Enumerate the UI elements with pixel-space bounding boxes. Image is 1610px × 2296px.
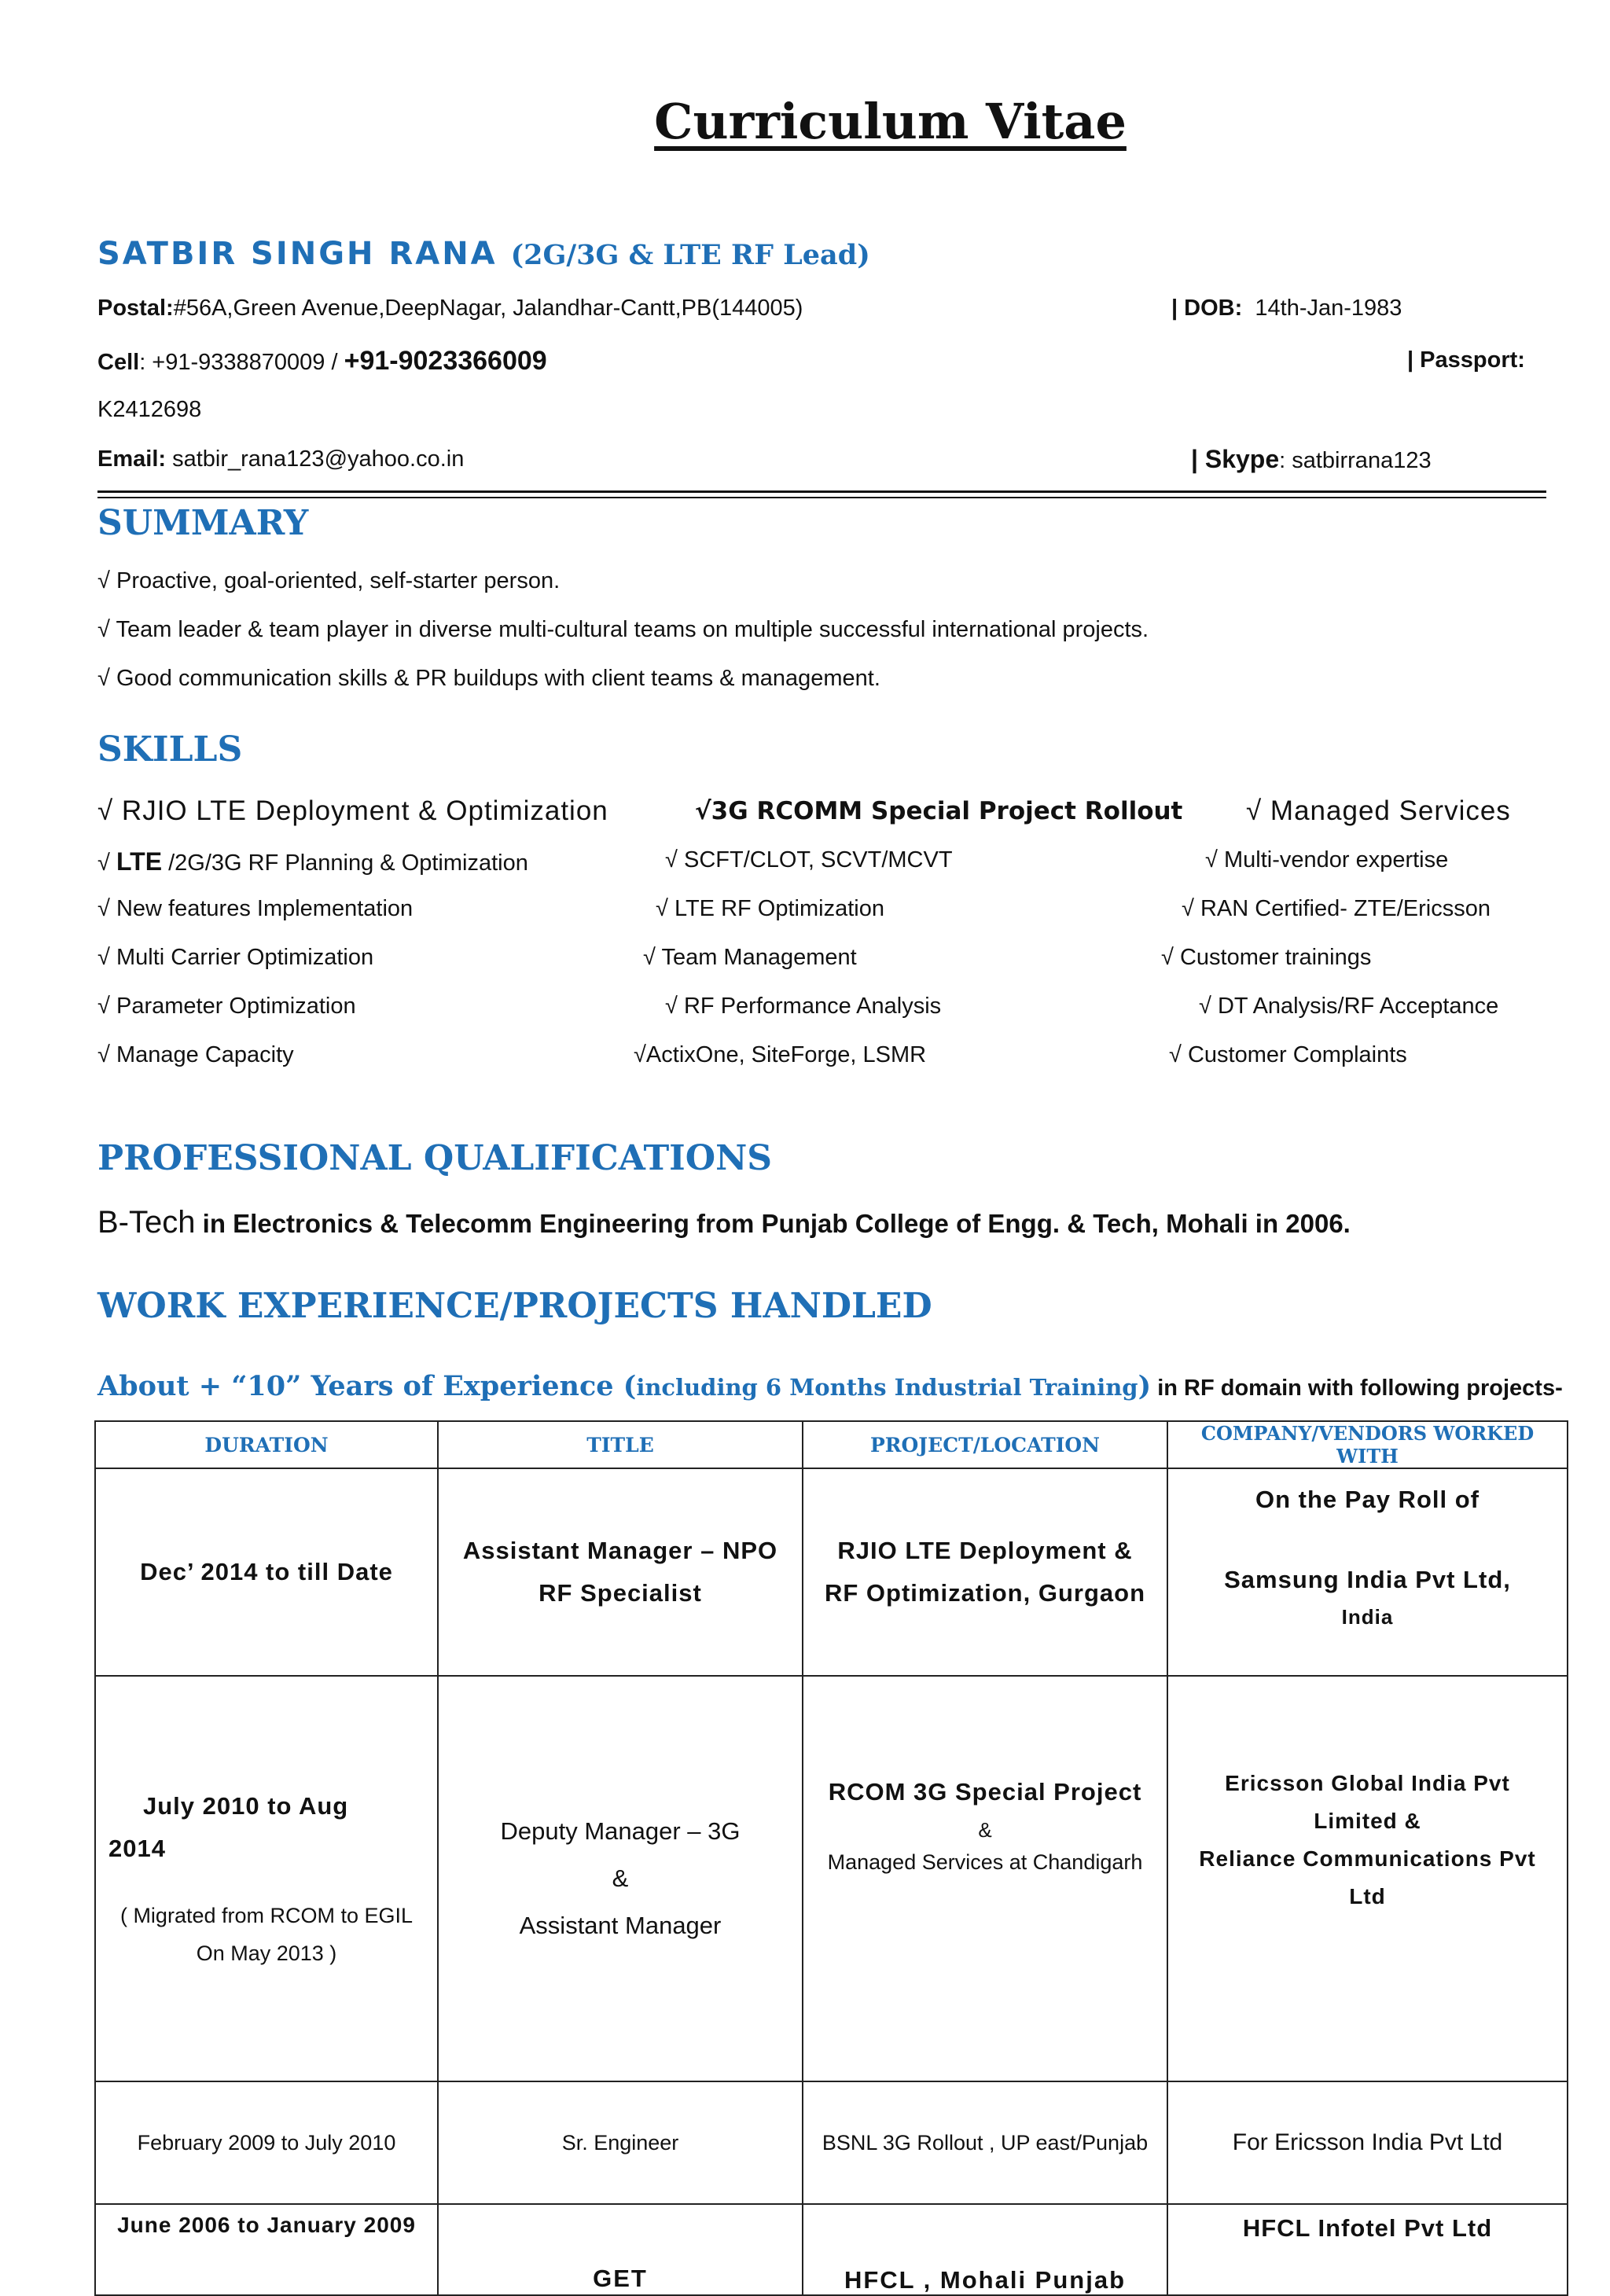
cell-value-1: : +91-9338870009 / — [139, 350, 344, 375]
skill-rjio-lte: √ RJIO LTE Deployment & Optimization — [97, 795, 608, 826]
work-intro-b: including 6 Months Industrial Training — [636, 1374, 1138, 1401]
work-intro-c: ) — [1138, 1370, 1152, 1402]
summary-item: √ Good communication skills & PR buildups with client teams & management. — [97, 666, 880, 691]
qualification-detail: in Electronics & Telecomm Engineering from Punjab College of Engg. & Tech, Mohali in 2006. — [195, 1209, 1351, 1238]
row3-title: Sr. Engineer — [438, 2081, 803, 2204]
cell-line — [97, 346, 547, 377]
row1-title — [438, 1468, 803, 1676]
row2-duration-note2: On May 2013 ) — [196, 1941, 337, 1965]
row1-company-line1: On the Pay Roll of — [1255, 1486, 1480, 1513]
qualification-degree: B-Tech — [97, 1205, 196, 1240]
summary-item: √ Team leader & team player in diverse multi-cultural teams on multiple successful international projects. — [97, 617, 1149, 642]
dob-label: | DOB: — [1171, 296, 1243, 321]
skill-customer-trainings: √ Customer trainings — [1161, 945, 1372, 970]
skype-value: : satbirrana123 — [1279, 448, 1432, 473]
row2-title-line3: Assistant Manager — [519, 1912, 722, 1939]
column-header-title: TITLE — [438, 1421, 803, 1468]
postal-label: Postal: — [97, 296, 174, 321]
row4-duration: June 2006 to January 2009 — [95, 2204, 438, 2295]
candidate-name: SATBIR SINGH RANA — [97, 236, 498, 272]
skype-label: | Skype — [1191, 445, 1280, 473]
row2-title-line1: Deputy Manager – 3G — [500, 1817, 741, 1845]
row1-title-line2: RF Specialist — [539, 1579, 702, 1607]
candidate-name-line — [97, 236, 870, 272]
dob-line — [1171, 296, 1402, 321]
dob-value: 14th-Jan-1983 — [1255, 296, 1402, 321]
column-header-company: COMPANY/VENDORS WORKED WITH — [1167, 1421, 1568, 1468]
cell-value-2: +91-9023366009 — [344, 346, 547, 376]
row3-project: BSNL 3G Rollout , UP east/Punjab — [803, 2081, 1167, 2204]
row2-title — [438, 1676, 803, 2081]
work-intro-a: About + “10” Years of Experience ( — [97, 1370, 637, 1402]
row3-company: For Ericsson India Pvt Ltd — [1167, 2081, 1568, 2204]
row1-title-line1: Assistant Manager – NPO — [462, 1537, 778, 1564]
skill-lte-rf-optimization: √ LTE RF Optimization — [656, 896, 884, 921]
skill-lte-rest: /2G/3G RF Planning & Optimization — [162, 850, 528, 876]
skill-lte-rf-planning — [97, 847, 528, 876]
row1-company-line3: India — [1341, 1605, 1394, 1629]
row2-title-line2: & — [612, 1864, 629, 1892]
skill-actix-tools: √ActixOne, SiteForge, LSMR — [634, 1042, 927, 1067]
skill-managed-services: √ Managed Services — [1246, 795, 1511, 826]
document-title: Curriculum Vitae — [654, 93, 1127, 150]
skill-multi-vendor: √ Multi-vendor expertise — [1205, 847, 1449, 872]
passport-label — [1407, 347, 1525, 373]
passport-label-text: | Passport: — [1407, 347, 1525, 373]
row1-project-line1: RJIO LTE Deployment & — [837, 1537, 1133, 1564]
table-row — [95, 1468, 1568, 1676]
row2-company-line1: Ericsson Global India Pvt — [1225, 1771, 1510, 1795]
row2-project-line1: RCOM 3G Special Project — [828, 1778, 1142, 1806]
row2-project-line2: & — [978, 1818, 992, 1842]
skill-parameter-optimization: √ Parameter Optimization — [97, 994, 356, 1019]
row4-company: HFCL Infotel Pvt Ltd — [1167, 2204, 1568, 2295]
postal-line — [97, 296, 803, 321]
passport-value: K2412698 — [97, 397, 202, 422]
candidate-role: (2G/3G & LTE RF Lead) — [510, 239, 870, 271]
table-row — [95, 2081, 1568, 2204]
skill-scft-clot: √ SCFT/CLOT, SCVT/MCVT — [665, 847, 953, 872]
experience-table — [94, 1420, 1568, 2296]
skill-team-management: √ Team Management — [643, 945, 857, 970]
table-row — [95, 1676, 1568, 2081]
column-header-duration: DURATION — [95, 1421, 438, 1468]
row2-company — [1167, 1676, 1568, 2081]
qualification-line — [97, 1205, 1351, 1240]
row2-duration — [95, 1676, 438, 2081]
email-value[interactable]: satbir_rana123@yahoo.co.in — [172, 446, 465, 472]
row1-company — [1167, 1468, 1568, 1676]
row1-project — [803, 1468, 1167, 1676]
header-divider-top — [97, 490, 1546, 493]
skill-ran-certified: √ RAN Certified- ZTE/Ericsson — [1182, 896, 1491, 921]
postal-value: #56A,Green Avenue,DeepNagar, Jalandhar-Cantt,PB(144005) — [173, 296, 803, 321]
skill-customer-complaints: √ Customer Complaints — [1169, 1042, 1407, 1067]
table-header-row — [95, 1421, 1568, 1468]
qualifications-heading: PROFESSIONAL QUALIFICATIONS — [97, 1138, 773, 1178]
work-intro-d: in RF domain with following projects- — [1151, 1376, 1563, 1401]
row2-duration-line1: July 2010 to Aug — [143, 1792, 349, 1820]
skill-new-features: √ New features Implementation — [97, 896, 414, 921]
skills-heading: SKILLS — [97, 729, 243, 770]
row1-duration: Dec’ 2014 to till Date — [95, 1468, 438, 1676]
row4-project: HFCL , Mohali Punjab — [803, 2204, 1167, 2295]
header-divider-bottom — [97, 497, 1546, 498]
row1-company-line2: Samsung India Pvt Ltd, — [1224, 1566, 1511, 1593]
skill-manage-capacity: √ Manage Capacity — [97, 1042, 294, 1067]
row2-project-line3: Managed Services at Chandigarh — [827, 1850, 1143, 1874]
row2-duration-line2: 2014 — [108, 1835, 166, 1862]
skill-dt-analysis: √ DT Analysis/RF Acceptance — [1199, 994, 1499, 1019]
table-row — [95, 2204, 1568, 2295]
summary-item: √ Proactive, goal-oriented, self-starter person. — [97, 568, 561, 593]
row2-duration-note1: ( Migrated from RCOM to EGIL — [119, 1904, 414, 1927]
row1-project-line2: RF Optimization, Gurgaon — [824, 1579, 1146, 1607]
skill-lte-prefix: √ — [97, 850, 116, 876]
row2-company-line3: Reliance Communications Pvt — [1199, 1846, 1536, 1871]
row2-company-line4: Ltd — [1349, 1884, 1386, 1908]
row3-duration: February 2009 to July 2010 — [95, 2081, 438, 2204]
skype-line — [1191, 445, 1432, 474]
work-heading: WORK EXPERIENCE/PROJECTS HANDLED — [97, 1286, 932, 1326]
summary-heading: SUMMARY — [97, 503, 309, 543]
email-label: Email: — [97, 446, 167, 472]
row4-title: GET — [438, 2204, 803, 2295]
row2-company-line2: Limited & — [1314, 1809, 1421, 1833]
skill-3g-rcomm: √3G RCOMM Special Project Rollout — [695, 797, 1183, 825]
skill-rf-performance: √ RF Performance Analysis — [665, 994, 942, 1019]
email-line — [97, 446, 464, 472]
skill-lte-bold: LTE — [116, 847, 163, 876]
skill-multi-carrier: √ Multi Carrier Optimization — [97, 945, 374, 970]
column-header-project: PROJECT/LOCATION — [803, 1421, 1167, 1468]
work-intro — [97, 1370, 1563, 1402]
cell-label: Cell — [97, 350, 140, 375]
row2-project — [803, 1676, 1167, 2081]
